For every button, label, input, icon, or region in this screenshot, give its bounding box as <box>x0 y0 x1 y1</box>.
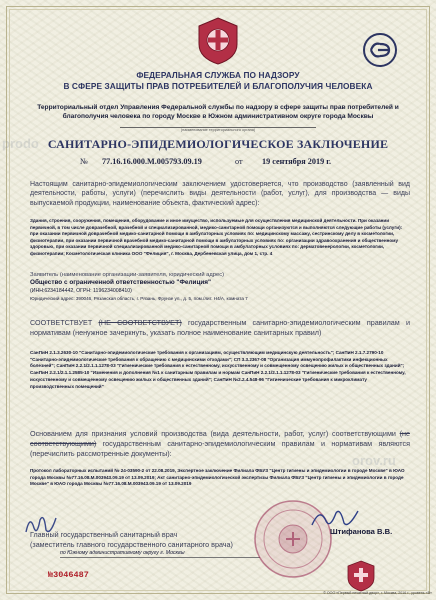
signatory-title-line2: (заместитель главного государственного санитарного врача) <box>30 539 233 549</box>
agency-name-line1: ФЕДЕРАЛЬНАЯ СЛУЖБА ПО НАДЗОРУ <box>136 70 300 80</box>
document-number: 77.16.16.000.М.005793.09.19 <box>102 157 202 166</box>
watermark-left: prodo <box>2 136 39 151</box>
basis-documents: Протокол лабораторных испытаний № 24-03590-2 от 22.08.2019, Экспертное заключение Филиала ФБУЗ "Центр гигиены и эпидемиологии в городе Москве" в ЮАО города Москвы №77.16.08.М.003943.09.19 от 13.09.2019; Акт санитарно-эпидемиологической экспертизы Филиала ФБУЗ "Центр гигиены и эпидемиологии в городе Москве" в ЮАО города Москвы №77.16.08.М.003943.09.19 от 13.09.2019 <box>30 468 405 487</box>
applicant-label: Заявитель (наименование организации-заявителя, юридический адрес) <box>30 272 225 278</box>
department-name: Территориальный отдел Управления Федеральной службы по надзору в сфере защиты прав потребителей и благополучия человека по городу Москве в Южном административном округе города Москвы <box>37 104 399 120</box>
basis-c: государственным санитарно-эпидемиологическим правилам и нормативам являются (перечислить рассмотренные документы): <box>30 438 411 458</box>
agency-emblem-icon <box>195 16 241 66</box>
conform-no-struck: (НЕ СООТВЕТСТВУЕТ) <box>98 318 182 327</box>
document-date: 19 сентября 2019 г. <box>262 157 332 166</box>
objects-text: Здания, строения, сооружения, помещения, оборудование и иное имущество, используемые для осуществления медицинской деятельности. При оказании первичной, в том числе доврачебной, врачебной и специализированной, медико-санитарной помощи организуются и выполняются следующие работы (услуги): при оказании первичной доврачебной медико-санитарной помощи в амбулаторных условиях по: медицинскому массажу, сестринскому делу в косметологии, физиотерапии, при оказании первичной врачебной медико-санитарной помощи в амбулаторных условиях по: организации здравоохранения и общественному здоровью, при оказании первичной специализированной медико-санитарной помощи в амбулаторных условиях по: дерматовенерологии, косметологии, физиотерапии; Косметологическая клиника ООО "Фелиция", г. Москва, Дербеневская улица, дом 1, стр. 4 <box>30 218 403 256</box>
document-title: САНИТАРНО-ЭПИДЕМИОЛОГИЧЕСКОЕ ЗАКЛЮЧЕНИЕ <box>47 137 389 151</box>
watermark-right: orov.ru <box>352 453 396 468</box>
applicant-legal-address: Юридический адрес: 390046, Рязанская область, г. Рязань, Фрунзе ул., д. 5, пом./лит. Н4/А, комната 7 <box>30 296 248 301</box>
signature-underline <box>60 557 260 558</box>
applicant-org: Общество с ограниченной ответственностью "Фелиция" <box>30 279 212 286</box>
conformity-statement <box>30 318 410 338</box>
signatory-title <box>30 530 270 550</box>
applicant-inn: (ИНН:6234184442, ОГРН: 1196234008410) <box>30 288 132 294</box>
department-hint: (наименование территориального органа) <box>180 128 256 132</box>
norms-list: СанПиН 2.1.3.2630-10 "Санитарно-эпидемиологические требования к организациям, осуществляющим медицинскую деятельность"; СанПиН 2.1.7.2790-10 "Санитарно-эпидемиологические требования к обращению с медицинскими отходами"; СП 3.3.2367-08 "Организация иммунопрофилактики инфекционных болезней"; СанПиН 2.2.1/2.1.1.1278-03 "Гигиенические требования к естественному, искусственному и совмещенному освещению жилых и общественных зданий"; СанПиН 2.2.1/2.1.1.2585-10 "Изменения и дополнения №1 к санитарным правилам и нормам СанПиН 2.2.1/2.1.1.1278-03 "Гигиенические требования к естественному, искусственному и совмещенному освещению жилых и общественных зданий"; СанПиН №2.2.4.548-96 "Гигиенические требования к микроклимату производственных помещений" <box>30 350 406 389</box>
date-prefix: от <box>235 157 243 166</box>
basis-a: Основанием для признания условий производства (вида деятельности, работ, услуг) соответствующими <box>30 429 396 438</box>
rospotrebnadzor-logo-icon <box>362 32 398 68</box>
signatory-title-line1: Главный государственный санитарный врач <box>30 530 178 539</box>
intro-text: Настоящим санитарно-эпидемиологическим заключением удостоверяется, что производство (заявленный вид деятельности, работы, услуги) (перечислить виды деятельности (работ, услуг), для производства — виды выпускаемой продукции, наименование объекта, фактический адрес): <box>30 181 410 207</box>
agency-name <box>30 70 406 92</box>
signatory-name: Штифанова В.В. <box>330 527 393 536</box>
signatory-district: по Южному административному округу г. Москвы <box>60 550 185 556</box>
basis-struck: (не соответствующими) <box>30 429 411 448</box>
number-prefix: № <box>80 157 88 166</box>
agency-name-line2: В СФЕРЕ ЗАЩИТЫ ПРАВ ПОТРЕБИТЕЛЕЙ И БЛАГОПОЛУЧИЯ ЧЕЛОВЕКА <box>63 81 373 91</box>
conform-yes: СООТВЕТСТВУЕТ <box>30 318 93 327</box>
printer-credit: © ООО «Первый печатный двор», г. Москва, 2016 г., уровень «В» <box>323 591 432 595</box>
hologram-emblem-icon <box>346 560 376 592</box>
conform-rest: государственным санитарно-эпидемиологическим правилам и нормативам (ненужное зачеркнуть, указать полное наименование санитарных правил) <box>30 318 410 337</box>
form-serial-number: №3046487 <box>48 570 89 580</box>
